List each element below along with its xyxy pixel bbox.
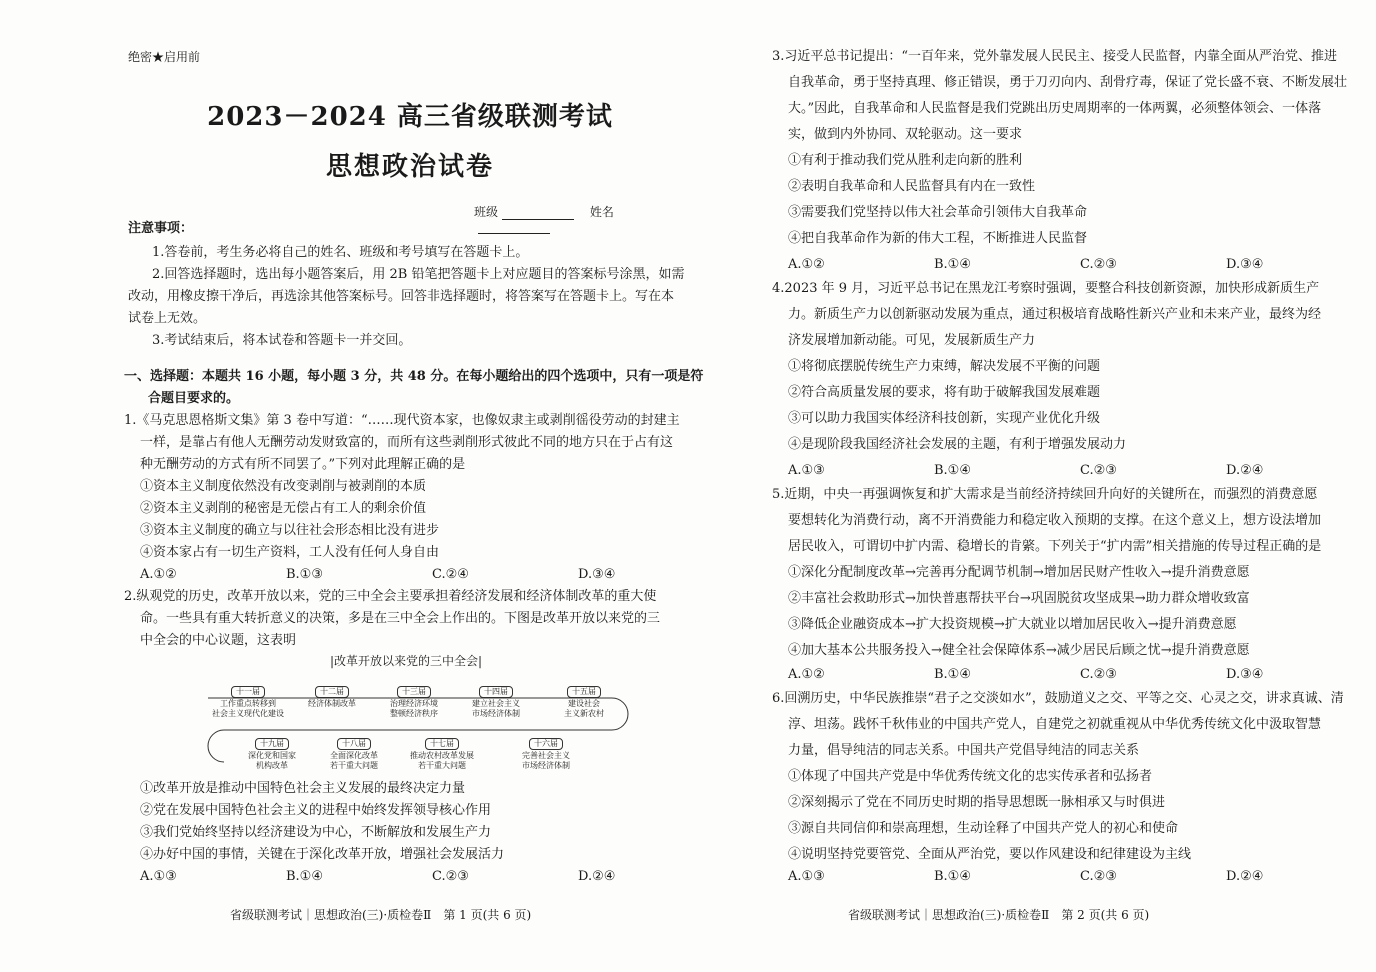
q1-option-d[interactable]: D.③④ (578, 567, 616, 582)
q4-option-d[interactable]: D.②④ (1226, 463, 1264, 478)
q4-option-b[interactable]: B.①④ (934, 463, 971, 478)
q6-option-b[interactable]: B.①④ (934, 869, 971, 884)
q3-item: ②表明自我革命和人民监督具有内在一致性 (788, 179, 1036, 194)
q1-option-b[interactable]: B.①③ (286, 567, 323, 582)
q2-stem: 2.纵观党的历史，改革开放以来，党的三中全会主要承担着经济发展和经济体制改革的重大使 (124, 589, 657, 604)
footer-left: 省级联测考试｜思想政治(三)·质检卷Ⅱ 第 1 页(共 6 页) (230, 908, 532, 922)
q3-stem: 大。”因此，自我革命和人民监督是我们党跳出历史周期率的一体两翼，必须整体领会、一体落 (788, 101, 1322, 116)
node-desc: 若干重大问题 (330, 761, 378, 770)
q3-option-c[interactable]: C.②③ (1080, 257, 1117, 272)
q6-item: ①体现了中国共产党是中华优秀传统文化的忠实传承者和弘扬者 (788, 769, 1153, 784)
node-tag: 十四届 (479, 686, 513, 698)
diagram-node (458, 686, 534, 719)
diagram-node (210, 686, 286, 719)
node-desc: 深化党和国家 (248, 751, 296, 760)
page-right (688, 0, 1376, 972)
q5-item: ③降低企业融资成本→扩大投资规模→扩大就业以增加居民收入→提升消费意愿 (788, 617, 1237, 632)
q5-stem: 居民收入，可谓切中扩内需、稳增长的肯綮。下列关于“扩内需”相关措施的传导过程正确的是 (788, 539, 1322, 554)
q6-option-c[interactable]: C.②③ (1080, 869, 1117, 884)
node-tag: 十七届 (425, 738, 459, 750)
q6-stem: 淳、坦荡。践怀千秋伟业的中国共产党人，自建党之初就重视从中华优秀传统文化中汲取智慧 (788, 717, 1322, 732)
class-blank (502, 207, 574, 220)
q1-option-a[interactable]: A.①② (140, 567, 177, 582)
node-tag: 十六届 (529, 738, 563, 750)
notes-line: 试卷上无效。 (128, 311, 207, 326)
q4-item: ③可以助力我国实体经济科技创新，实现产业优化升级 (788, 411, 1101, 426)
q2-option-d[interactable]: D.②④ (578, 869, 616, 884)
class-label: 班级 (474, 205, 499, 219)
node-desc: 主义新农村 (564, 709, 604, 718)
node-tag: 十八届 (337, 738, 371, 750)
q3-item: ④把自我革命作为新的伟大工程，不断推进人民监督 (788, 231, 1088, 246)
q2-options (140, 866, 640, 888)
q2-option-a[interactable]: A.①③ (140, 869, 177, 884)
q3-option-b[interactable]: B.①④ (934, 257, 971, 272)
q5-item: ②丰富社会救助形式→加快普惠帮扶平台→巩固脱贫攻坚成果→助力群众增收致富 (788, 591, 1250, 606)
node-desc: 工作重点转移到 (220, 699, 276, 708)
node-tag: 十三届 (397, 686, 431, 698)
node-desc: 整顿经济秩序 (390, 709, 438, 718)
section-heading: 一、选择题：本题共 16 小题，每小题 3 分，共 48 分。在每小题给出的四个选项中，只有一项是符 (124, 369, 704, 384)
q3-option-d[interactable]: D.③④ (1226, 257, 1264, 272)
name-blank (478, 221, 550, 234)
q5-options (788, 664, 1288, 686)
q2-stem: 命。一些具有重大转折意义的决策，多是在三中全会上作出的。下图是改革开放以来党的三 (140, 611, 661, 626)
notes-heading: 注意事项： (128, 221, 194, 236)
node-tag: 十九届 (255, 738, 289, 750)
q3-stem: 自我革命，勇于坚持真理、修正错误，勇于刀刃向内、刮骨疗毒，保证了党长盛不衰、不断发展壮 (788, 75, 1348, 90)
q6-option-a[interactable]: A.①③ (788, 869, 825, 884)
q4-option-c[interactable]: C.②③ (1080, 463, 1117, 478)
q1-item: ②资本主义剥削的秘密是无偿占有工人的剩余价值 (140, 501, 427, 516)
notes-line: 3.考试结束后，将本试卷和答题卡一并交回。 (152, 333, 412, 348)
q5-option-a[interactable]: A.①② (788, 667, 825, 682)
diagram-node (316, 738, 392, 771)
q3-stem: 实，做到内外协同、双轮驱动。这一要求 (788, 127, 1023, 142)
q2-stem: 中全会的中心议题，这表明 (140, 633, 297, 648)
q6-stem: 力量，倡导纯洁的同志关系。中国共产党倡导纯洁的同志关系 (788, 743, 1140, 758)
class-name-line (474, 203, 688, 234)
q6-item: ④说明坚持党要管党、全面从严治党，要以作风建设和纪律建设为主线 (788, 847, 1192, 862)
q2-option-b[interactable]: B.①④ (286, 869, 323, 884)
section-heading-cont: 合题目要求的。 (148, 391, 240, 406)
q1-item: ④资本家占有一切生产资料，工人没有任何人身自由 (140, 545, 440, 560)
q6-stem: 6.回溯历史，中华民族推崇“君子之交淡如水”，鼓励道义之交、平等之交、心灵之交，讲求真诚、清 (772, 691, 1344, 706)
node-tag: 十五届 (567, 686, 601, 698)
node-desc: 社会主义现代化建设 (212, 709, 284, 718)
q6-options (788, 866, 1288, 888)
diagram-node (376, 686, 452, 719)
node-desc: 建设社会 (568, 699, 600, 708)
q1-item: ③资本主义制度的确立与以往社会形态相比没有进步 (140, 523, 440, 538)
q4-option-a[interactable]: A.①③ (788, 463, 825, 478)
q5-option-b[interactable]: B.①④ (934, 667, 971, 682)
q3-item: ①有利于推动我们党从胜利走向新的胜利 (788, 153, 1023, 168)
q1-stem: 1.《马克思恩格斯文集》第 3 卷中写道：“……现代资本家，也像奴隶主或剥削徭役劳动的封建主 (124, 413, 680, 428)
q5-option-d[interactable]: D.③④ (1226, 667, 1264, 682)
q5-item: ①深化分配制度改革→完善再分配调节机制→增加居民财产性收入→提升消费意愿 (788, 565, 1250, 580)
q4-options (788, 460, 1288, 482)
q1-stem: 种无酬劳动的方式有所不同罢了。”下列对此理解正确的是 (140, 457, 466, 472)
diagram-node (404, 738, 480, 771)
node-desc: 建立社会主义 (472, 699, 520, 708)
diagram-title: |改革开放以来党的三中全会| (330, 654, 483, 668)
diagram-node (294, 686, 370, 709)
name-label: 姓名 (589, 205, 614, 219)
node-desc: 推动农村改革发展 (410, 751, 474, 760)
q2-item: ④办好中国的事情，关键在于深化改革开放，增强社会发展活力 (140, 847, 505, 862)
node-desc: 市场经济体制 (472, 709, 520, 718)
node-desc: 若干重大问题 (418, 761, 466, 770)
q5-option-c[interactable]: C.②③ (1080, 667, 1117, 682)
node-desc: 机构改革 (256, 761, 288, 770)
q4-item: ④是现阶段我国经济社会发展的主题，有利于增强发展动力 (788, 437, 1127, 452)
q6-item: ③源自共同信仰和崇高理想，生动诠释了中国共产党人的初心和使命 (788, 821, 1179, 836)
notes-line: 2.回答选择题时，选出每小题答案后，用 2B 铅笔把答题卡上对应题目的答案标号涂黑，如需 (152, 267, 685, 282)
q5-item: ④加大基本公共服务投入→健全社会保障体系→减少居民后顾之忧→提升消费意愿 (788, 643, 1250, 658)
q2-option-c[interactable]: C.②③ (432, 869, 469, 884)
q4-stem: 济发展增加新动能。可见，发展新质生产力 (788, 333, 1036, 348)
q4-item: ②符合高质量发展的要求，将有助于破解我国发展难题 (788, 385, 1101, 400)
exam-title: 2023－2024 高三省级联测考试 (207, 102, 613, 132)
q1-options (140, 564, 640, 586)
notes-line: 1.答卷前，考生务必将自己的姓名、班级和考号填写在答题卡上。 (152, 245, 529, 260)
footer-right: 省级联测考试｜思想政治(三)·质检卷Ⅱ 第 2 页(共 6 页) (848, 908, 1150, 922)
reform-diagram (204, 676, 632, 780)
q4-item: ①将彻底摆脱传统生产力束缚，解决发展不平衡的问题 (788, 359, 1101, 374)
node-tag: 十二届 (315, 686, 349, 698)
q3-item: ③需要我们党坚持以伟大社会革命引领伟大自我革命 (788, 205, 1088, 220)
q1-stem: 一样，是靠占有他人无酬劳动发财致富的，而所有这些剥削形式彼此不同的地方只在于占有这 (140, 435, 674, 450)
q5-stem: 5.近期，中央一再强调恢复和扩大需求是当前经济持续回升向好的关键所在，而强烈的消费意愿 (772, 487, 1318, 502)
q6-item: ②深刻揭示了党在不同历史时期的指导思想既一脉相承又与时俱进 (788, 795, 1166, 810)
diagram-node (234, 738, 310, 771)
q5-stem: 要想转化为消费行动，离不开消费能力和稳定收入预期的支撑。在这个意义上，想方设法增加 (788, 513, 1322, 528)
q2-item: ①改革开放是推动中国特色社会主义发展的最终决定力量 (140, 781, 466, 796)
subject-title: 思想政治试卷 (325, 152, 494, 182)
q6-option-d[interactable]: D.②④ (1226, 869, 1264, 884)
q3-stem: 3.习近平总书记提出：“一百年来，党外靠发展人民民主、接受人民监督，内靠全面从严治党、推进 (772, 49, 1338, 64)
secret-label: 绝密★启用前 (128, 50, 201, 64)
node-desc: 全面深化改革 (330, 751, 378, 760)
notes-line: 改动，用橡皮擦干净后，再选涂其他答案标号。回答非选择题时，将答案写在答题卡上。写在本 (128, 289, 675, 304)
q4-stem: 力。新质生产力以创新驱动发展为重点，通过积极培育战略性新兴产业和未来产业，最终为经 (788, 307, 1322, 322)
diagram-node (546, 686, 622, 719)
node-tag: 十一届 (231, 686, 265, 698)
node-desc: 经济体制改革 (308, 699, 356, 708)
q2-item: ②党在发展中国特色社会主义的进程中始终发挥领导核心作用 (140, 803, 492, 818)
q3-option-a[interactable]: A.①② (788, 257, 825, 272)
q1-item: ①资本主义制度依然没有改变剥削与被剥削的本质 (140, 479, 427, 494)
node-desc: 市场经济体制 (522, 761, 570, 770)
q4-stem: 4.2023 年 9 月，习近平总书记在黑龙江考察时强调，要整合科技创新资源，加快形成新质生产 (772, 281, 1320, 296)
node-desc: 治理经济环境 (390, 699, 438, 708)
q1-option-c[interactable]: C.②④ (432, 567, 469, 582)
node-desc: 完善社会主义 (522, 751, 570, 760)
q2-item: ③我们党始终坚持以经济建设为中心，不断解放和发展生产力 (140, 825, 492, 840)
q3-options (788, 254, 1288, 276)
diagram-node (508, 738, 584, 771)
